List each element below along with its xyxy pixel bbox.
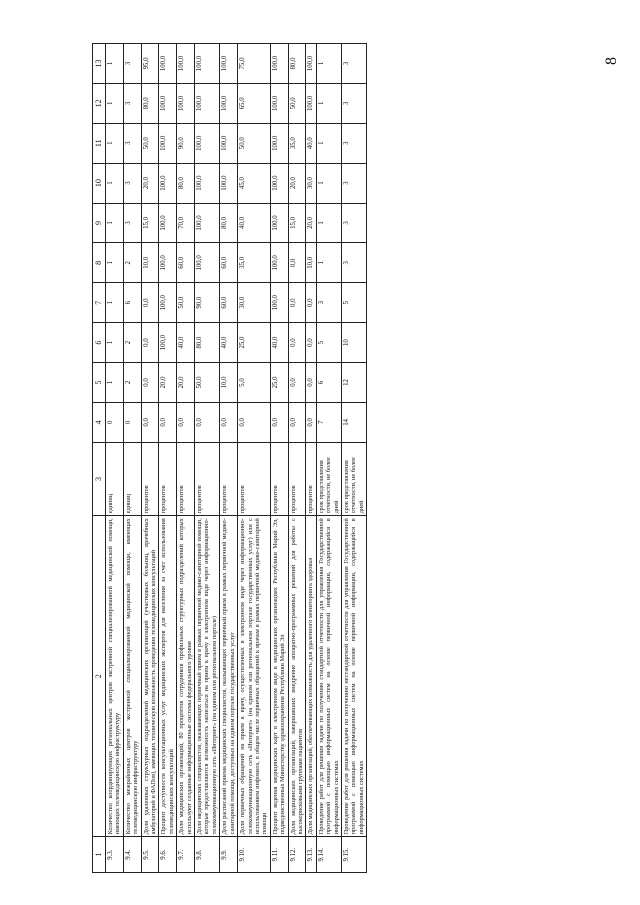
- value-cell: 30,0: [306, 163, 316, 203]
- rotated-table-container: [92, 43, 632, 873]
- row-index: 9.13.: [306, 837, 316, 873]
- value-cell: 35,0: [288, 123, 306, 163]
- value-cell: 1: [316, 243, 341, 283]
- unit-cell: процентов: [159, 442, 177, 515]
- column-header: 11: [93, 123, 106, 163]
- value-cell: 40,0: [177, 323, 195, 363]
- value-cell: 95,0: [141, 44, 159, 84]
- value-cell: 5: [316, 323, 341, 363]
- indicator-description: Доля расписаний приема медицинских специалистов, оказывающих первичный прием в рамках первичной медико-санитарной помощи, доступных на едином портале государственных услуг: [220, 516, 238, 837]
- value-cell: 0,0: [141, 402, 159, 442]
- row-index: 9.8.: [195, 837, 220, 873]
- value-cell: 100,0: [270, 163, 288, 203]
- value-cell: 5,0: [238, 363, 271, 403]
- value-cell: 0,0: [288, 243, 306, 283]
- row-index: 9.3.: [106, 837, 124, 873]
- value-cell: 100,0: [159, 123, 177, 163]
- indicator-description: Проведение работ для решения задачи по получению нестандартной отчетности для управления Государственной программой с помощью информационных систем на основе первичной информации, содержащейся в информационных системах: [341, 516, 366, 837]
- value-cell: 100,0: [195, 83, 220, 123]
- row-index: 9.15.: [341, 837, 366, 873]
- value-cell: 35,0: [238, 243, 271, 283]
- row-index: 9.9.: [220, 837, 238, 873]
- value-cell: 100,0: [195, 44, 220, 84]
- row-index: 9.6.: [159, 837, 177, 873]
- value-cell: 0,0: [141, 363, 159, 403]
- value-cell: 40,0: [220, 323, 238, 363]
- unit-cell: процентов: [288, 442, 306, 515]
- value-cell: 50,0: [195, 363, 220, 403]
- value-cell: 10,0: [220, 363, 238, 403]
- column-header: 2: [93, 516, 106, 837]
- value-cell: 0,0: [306, 323, 316, 363]
- value-cell: 90,0: [195, 283, 220, 323]
- value-cell: 0,0: [220, 402, 238, 442]
- value-cell: 12: [341, 363, 366, 403]
- value-cell: 0,0: [306, 283, 316, 323]
- value-cell: 100,0: [159, 83, 177, 123]
- value-cell: 3: [123, 44, 141, 84]
- value-cell: 100,0: [159, 203, 177, 243]
- value-cell: 50,0: [141, 123, 159, 163]
- unit-cell: срок представления отчетности, не более дней: [316, 442, 341, 515]
- value-cell: 80,0: [141, 83, 159, 123]
- value-cell: 0,0: [288, 283, 306, 323]
- value-cell: 1: [106, 363, 124, 403]
- indicator-description: Доля медицинских организаций, обеспечивающих возможность для удаленного мониторинга здоровья: [306, 516, 316, 837]
- table-row: [220, 44, 238, 873]
- value-cell: 40,0: [270, 323, 288, 363]
- value-cell: 0,0: [195, 402, 220, 442]
- value-cell: 100,0: [159, 243, 177, 283]
- table-row: [123, 44, 141, 873]
- value-cell: 45,0: [238, 163, 271, 203]
- column-header: 5: [93, 363, 106, 403]
- value-cell: 2: [123, 363, 141, 403]
- value-cell: 3: [123, 163, 141, 203]
- value-cell: 80,0: [288, 44, 306, 84]
- value-cell: 3: [341, 44, 366, 84]
- value-cell: 20,0: [141, 163, 159, 203]
- indicator-description: Количество межрайонных центров экстренной специализированной медицинской помощи, имеющих телемедицинскую инфраструктуру: [123, 516, 141, 837]
- value-cell: 100,0: [270, 44, 288, 84]
- value-cell: 75,0: [238, 44, 271, 84]
- unit-cell: процентов: [195, 442, 220, 515]
- value-cell: 90,0: [177, 123, 195, 163]
- value-cell: 40,0: [238, 203, 271, 243]
- column-header: 8: [93, 243, 106, 283]
- value-cell: 100,0: [195, 203, 220, 243]
- row-index: 9.4.: [123, 837, 141, 873]
- value-cell: 1: [106, 283, 124, 323]
- indicator-description: Доля медицинских организаций, 80 процентов сотрудников профильных структурных подразделений которых используют созданные информационные системы федерального уровня: [177, 516, 195, 837]
- unit-cell: процентов: [220, 442, 238, 515]
- indicator-description: Процент ведения медицинских карт в электронном виде в медицинских организациях Республики Марий Эл, подведомственных Министерству здравоохранения Республики Марий Эл: [270, 516, 288, 837]
- value-cell: 0,0: [141, 283, 159, 323]
- value-cell: 1: [316, 203, 341, 243]
- value-cell: 100,0: [220, 163, 238, 203]
- column-header: 3: [93, 442, 106, 515]
- row-index: 9.14.: [316, 837, 341, 873]
- indicator-description: Количество координирующих региональных центров экстренной специализированной медицинской помощи, имеющих телемедицинскую инфраструктуру: [106, 516, 124, 837]
- value-cell: 5: [341, 283, 366, 323]
- unit-cell: процентов: [270, 442, 288, 515]
- value-cell: 10,0: [306, 243, 316, 283]
- indicator-description: Проведение работ для решения задачи по получению стандартной отчетности для управления Государственной программой с помощью информационных систем на основе первичной информации, содержащейся в информационных системах: [316, 516, 341, 837]
- value-cell: 1: [316, 163, 341, 203]
- value-cell: 25,0: [270, 363, 288, 403]
- table-row: [341, 44, 366, 873]
- unit-cell: срок представления отчетности, не более дней: [341, 442, 366, 515]
- value-cell: 50,0: [288, 83, 306, 123]
- value-cell: 1: [106, 203, 124, 243]
- indicator-description: Доля первичных обращений на прием к врачу, осуществленных в электронном виде через информационно-телекоммуникационную сеть «Интернет» (на едином или региональном портале государственных услуг) или с использованием инфомата, в общем числе первичных обращений к врачам в рамках первичной медико-санитарной помощи: [238, 516, 271, 837]
- value-cell: 1: [106, 44, 124, 84]
- value-cell: 1: [106, 323, 124, 363]
- value-cell: 100,0: [220, 123, 238, 163]
- value-cell: 1: [106, 243, 124, 283]
- value-cell: 0,0: [238, 402, 271, 442]
- value-cell: 20,0: [159, 363, 177, 403]
- column-header: 13: [93, 44, 106, 84]
- table-row: [195, 44, 220, 873]
- indicator-description: Процент доступности консультационных услуг медицинских экспертов для населения за счет использования телемедицинских консультаций: [159, 516, 177, 837]
- indicator-description: Доля медицинских организаций, завершивших внедрение аппаратно-программных решений для работы с высокорисковыми группами пациентов: [288, 516, 306, 837]
- column-header: 7: [93, 283, 106, 323]
- table-body: [106, 44, 367, 873]
- indicator-description: Доля медицинских специалистов, оказывающих первичный прием в рамках первичной медико-санитарной помощи, которые предоставляются возможность записаться на прием к врачу в электронном виде через информационно-телекоммуникационную сеть «Интернет» (на едином или региональном портале): [195, 516, 220, 837]
- value-cell: 40,0: [306, 123, 316, 163]
- value-cell: 30,0: [238, 283, 271, 323]
- unit-cell: процентов: [306, 442, 316, 515]
- value-cell: 100,0: [177, 83, 195, 123]
- value-cell: 50,0: [177, 283, 195, 323]
- row-index: 9.11.: [270, 837, 288, 873]
- value-cell: 0: [106, 402, 124, 442]
- header-row: [93, 44, 106, 873]
- value-cell: 100,0: [159, 283, 177, 323]
- value-cell: 10: [341, 323, 366, 363]
- indicator-description: Доля удаленных структурных подразделений медицинских организаций (участковых больниц, врачебных амбулаторий и ФАПов), имеющих техническую возможность проведения телемедицинских консультаций: [141, 516, 159, 837]
- value-cell: 100,0: [270, 83, 288, 123]
- value-cell: 100,0: [177, 44, 195, 84]
- value-cell: 6: [123, 283, 141, 323]
- value-cell: 0,0: [288, 402, 306, 442]
- value-cell: 100,0: [220, 83, 238, 123]
- value-cell: 1: [106, 163, 124, 203]
- indicators-table: [92, 43, 367, 873]
- value-cell: 100,0: [270, 243, 288, 283]
- value-cell: 100,0: [306, 44, 316, 84]
- value-cell: 20,0: [306, 203, 316, 243]
- column-header: 12: [93, 83, 106, 123]
- value-cell: 6: [316, 363, 341, 403]
- row-index: 9.12.: [288, 837, 306, 873]
- value-cell: 0,0: [288, 363, 306, 403]
- value-cell: 2: [123, 243, 141, 283]
- value-cell: 100,0: [195, 123, 220, 163]
- table-row: [270, 44, 288, 873]
- unit-cell: единиц: [123, 442, 141, 515]
- value-cell: 100,0: [270, 203, 288, 243]
- value-cell: 100,0: [195, 243, 220, 283]
- value-cell: 1: [106, 123, 124, 163]
- column-header: 9: [93, 203, 106, 243]
- value-cell: 3: [341, 83, 366, 123]
- value-cell: 80,0: [220, 203, 238, 243]
- column-header: 4: [93, 402, 106, 442]
- unit-cell: процентов: [141, 442, 159, 515]
- value-cell: 80,0: [195, 323, 220, 363]
- value-cell: 0,0: [141, 323, 159, 363]
- unit-cell: единиц: [106, 442, 124, 515]
- value-cell: 1: [106, 83, 124, 123]
- value-cell: 3: [123, 123, 141, 163]
- value-cell: 100,0: [159, 323, 177, 363]
- value-cell: 65,0: [238, 83, 271, 123]
- value-cell: 100,0: [195, 163, 220, 203]
- column-header: 1: [93, 837, 106, 873]
- value-cell: 0,0: [270, 402, 288, 442]
- value-cell: 100,0: [306, 83, 316, 123]
- value-cell: 1: [316, 123, 341, 163]
- value-cell: 1: [316, 83, 341, 123]
- value-cell: 60,0: [220, 243, 238, 283]
- value-cell: 60,0: [220, 283, 238, 323]
- row-index: 9.7.: [177, 837, 195, 873]
- value-cell: 15,0: [288, 203, 306, 243]
- value-cell: 0: [123, 402, 141, 442]
- value-cell: 3: [123, 203, 141, 243]
- value-cell: 70,0: [177, 203, 195, 243]
- value-cell: 100,0: [220, 44, 238, 84]
- value-cell: 3: [341, 203, 366, 243]
- column-header: 10: [93, 163, 106, 203]
- value-cell: 3: [341, 243, 366, 283]
- row-index: 9.5.: [141, 837, 159, 873]
- value-cell: 3: [341, 163, 366, 203]
- value-cell: 3: [123, 83, 141, 123]
- value-cell: 3: [316, 283, 341, 323]
- column-header: 6: [93, 323, 106, 363]
- value-cell: 0,0: [306, 363, 316, 403]
- value-cell: 14: [341, 402, 366, 442]
- value-cell: 50,0: [238, 123, 271, 163]
- table-row: [159, 44, 177, 873]
- table-row: [106, 44, 124, 873]
- value-cell: 0,0: [306, 402, 316, 442]
- value-cell: 80,0: [177, 163, 195, 203]
- value-cell: 0,0: [288, 323, 306, 363]
- row-index: 9.10.: [238, 837, 271, 873]
- value-cell: 3: [341, 123, 366, 163]
- value-cell: 7: [316, 402, 341, 442]
- value-cell: 2: [123, 323, 141, 363]
- value-cell: 20,0: [288, 163, 306, 203]
- table-row: [316, 44, 341, 873]
- value-cell: 15,0: [141, 203, 159, 243]
- value-cell: 100,0: [159, 44, 177, 84]
- page-number: 8: [603, 57, 620, 65]
- value-cell: 100,0: [270, 283, 288, 323]
- table-row: [238, 44, 271, 873]
- value-cell: 25,0: [238, 323, 271, 363]
- unit-cell: процентов: [238, 442, 271, 515]
- value-cell: 20,0: [177, 363, 195, 403]
- table-row: [177, 44, 195, 873]
- value-cell: 100,0: [270, 123, 288, 163]
- unit-cell: процентов: [177, 442, 195, 515]
- value-cell: 0,0: [159, 402, 177, 442]
- value-cell: 10,0: [141, 243, 159, 283]
- value-cell: 1: [316, 44, 341, 84]
- value-cell: 0,0: [177, 402, 195, 442]
- table-row: [288, 44, 306, 873]
- value-cell: 100,0: [159, 163, 177, 203]
- table-row: [306, 44, 316, 873]
- value-cell: 60,0: [177, 243, 195, 283]
- table-row: [141, 44, 159, 873]
